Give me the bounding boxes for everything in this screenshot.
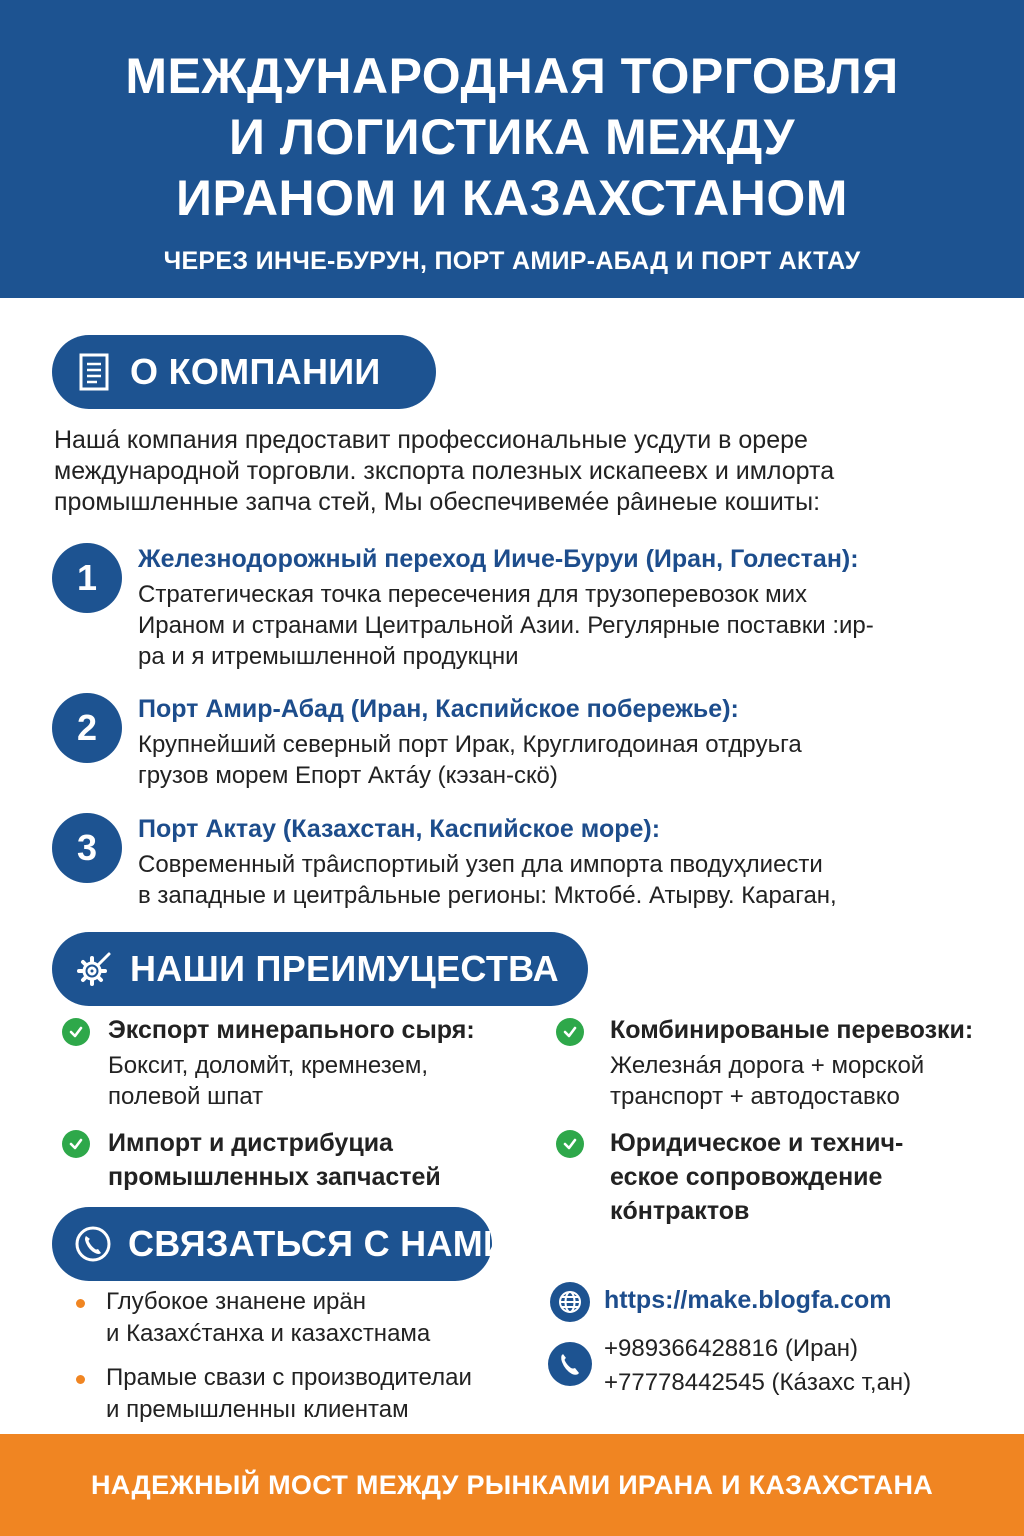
list-item xyxy=(76,1362,546,1428)
about-line: Нашá компания предоставит профессиональные усдути в орере xyxy=(54,426,808,454)
title-line: ИРАНОМ И КАЗАХСТАНОМ xyxy=(176,170,848,226)
header-banner xyxy=(0,0,1024,298)
bullet-line: Глубокое знанене ирäн xyxy=(106,1288,366,1315)
advantage-title-line: Экспорт минерапьного сыря: xyxy=(108,1016,475,1044)
step-desc-line: Крупнейший северный порт Ирак, Круглигодоиная отдрyьга xyxy=(138,731,802,758)
step-item xyxy=(52,813,992,913)
contact-heading xyxy=(52,1207,510,1281)
advantage-desc-line: полевой шпат xyxy=(108,1083,264,1110)
advantage-desc-line: Железнáя дорога + морской xyxy=(610,1052,925,1079)
advantages-heading-label: НАШИ ПРЕИМУЦЕСТВА xyxy=(130,948,559,989)
step-description xyxy=(138,849,968,911)
step-description xyxy=(138,729,968,791)
step-desc-line: Современный трâиспортиый узеп дла импорта пводуҳлиести xyxy=(138,851,823,878)
step-title: Порт Амир-Абад (Иран, Каспийское побережье): xyxy=(138,695,739,723)
bullet-text xyxy=(106,1286,430,1350)
bullet-line: и премышленныı клиентам xyxy=(106,1396,409,1423)
step-desc-line: Стратегическая точка пересечения для трузоперевозок мих xyxy=(138,581,808,608)
advantage-desc-line: транспорт + автодоставко xyxy=(610,1083,900,1110)
step-desc-line: в западные и цеитрâльные регионы: Мктобé. Атырву. Караган, xyxy=(138,882,837,909)
advantage-item xyxy=(556,1126,1006,1226)
gear-icon xyxy=(74,949,114,989)
advantage-item xyxy=(556,1014,1006,1114)
document-icon xyxy=(74,352,114,392)
list-item xyxy=(76,1286,546,1352)
check-icon xyxy=(62,1130,90,1158)
advantage-description xyxy=(610,1050,924,1112)
check-icon xyxy=(62,1018,90,1046)
about-heading-label: О КОМПАНИИ xyxy=(130,351,381,392)
page-title xyxy=(0,46,1024,229)
contact-heading-label: СВЯЗАТЬСЯ С НАМИ xyxy=(128,1223,510,1264)
advantage-title xyxy=(610,1014,973,1046)
phone-iran[interactable]: +989366428816 (Иран) xyxy=(604,1335,859,1362)
advantage-desc-line: Боксит, доломйт, кремнезем, xyxy=(108,1052,428,1079)
advantage-title-line: промышленных запчастей xyxy=(108,1163,441,1191)
step-title: Порт Актау (Казахстан, Каспийское море): xyxy=(138,815,661,843)
step-item xyxy=(52,543,992,673)
advantage-item xyxy=(62,1014,502,1114)
about-text xyxy=(54,425,984,518)
bullet-line: Прамые свази с производителаи xyxy=(106,1364,472,1391)
phone-numbers xyxy=(604,1332,911,1400)
bullet-dot xyxy=(76,1375,85,1384)
advantage-title-line: Импорт и дистрибуциа xyxy=(108,1129,393,1157)
bullet-line: и Казахćтанха и казахстнама xyxy=(106,1320,431,1347)
about-line: промышленные запча стей, Мы обеспечивемéе рâинеые кошиты: xyxy=(54,488,821,516)
step-desc-line: грузов морем Епорт Актáу (кэзан-скö) xyxy=(138,762,558,789)
advantage-description xyxy=(108,1050,428,1112)
phone-icon xyxy=(548,1342,592,1386)
step-number-badge: 3 xyxy=(52,813,122,883)
step-title: Железнодорожный переход Ииче-Буруи (Иран, Голестан): xyxy=(138,545,859,573)
check-icon xyxy=(556,1130,584,1158)
step-desc-line: Ираном и странами Цеитральной Азии. Регулярные поставки :ир- xyxy=(138,612,874,639)
step-desc-line: ра и я итремышленной продукцни xyxy=(138,643,519,670)
step-number-badge: 1 xyxy=(52,543,122,613)
check-icon xyxy=(556,1018,584,1046)
about-heading xyxy=(52,335,436,409)
website-link[interactable]: https://make.blogfa.com xyxy=(604,1286,892,1314)
advantage-title-line: Комбинированые перевозки: xyxy=(610,1016,974,1044)
step-item xyxy=(52,693,992,793)
bullet-dot xyxy=(76,1299,85,1308)
advantages-heading xyxy=(52,932,588,1006)
footer-slogan: НАДЕЖНЫЙ МОСТ МЕЖДУ РЫНКАМИ ИРАНА И КАЗАХСТАНА xyxy=(90,1469,934,1500)
title-line: МЕЖДУНАРОДНАЯ ТОРГОВЛЯ xyxy=(125,48,899,104)
phone-icon xyxy=(74,1224,112,1264)
page-subtitle: ЧЕРЕЗ ИНЧЕ-БУРУН, ПОРТ АМИР-АБАД И ПОРТ АКТАУ xyxy=(163,247,861,275)
about-line: международной торговли. зкспорта полезных искапеевх и имлорта xyxy=(54,457,835,485)
advantage-title xyxy=(610,1126,903,1228)
title-line: И ЛОГИСТИКА МЕЖДУ xyxy=(229,109,795,165)
bullet-text xyxy=(106,1362,472,1426)
step-number-badge: 2 xyxy=(52,693,122,763)
advantage-title-line: Юридическое и технич- xyxy=(610,1129,904,1157)
footer-banner xyxy=(0,1434,1024,1536)
phone-kazakhstan[interactable]: +77778442545 (Кáзахс т,ан) xyxy=(604,1369,912,1396)
advantage-title xyxy=(108,1126,441,1194)
advantage-title-line: кóнтрактов xyxy=(610,1197,750,1225)
globe-icon xyxy=(550,1282,590,1322)
advantage-title-line: еское сопровождение xyxy=(610,1163,883,1191)
advantage-title xyxy=(108,1014,475,1046)
advantage-item xyxy=(62,1126,502,1196)
step-description xyxy=(138,579,968,672)
